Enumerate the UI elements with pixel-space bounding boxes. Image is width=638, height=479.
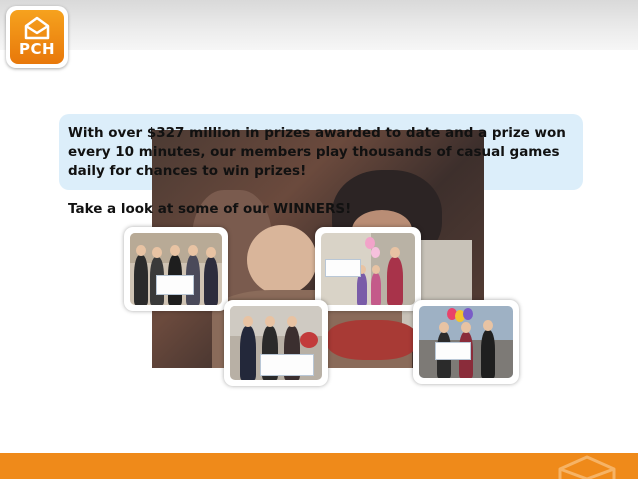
envelope-watermark-icon [552, 455, 622, 479]
winner-photo-2 [315, 227, 421, 311]
winner-photo-3 [224, 300, 328, 386]
winner-photo-4 [413, 300, 519, 384]
logo-text: PCH [18, 40, 56, 58]
envelope-icon [23, 16, 51, 40]
logo-badge [10, 10, 64, 64]
header-band [0, 0, 638, 50]
footer-band [0, 453, 638, 479]
intro-text: With over $327 million in prizes awarded to date and a prize won every 10 minutes, our members play thousands of casual games daily for chances to win prizes! [68, 125, 566, 179]
pch-logo[interactable] [6, 6, 68, 68]
winners-cta: Take a look at some of our WINNERS! [68, 201, 352, 217]
winner-photo-1 [124, 227, 228, 311]
